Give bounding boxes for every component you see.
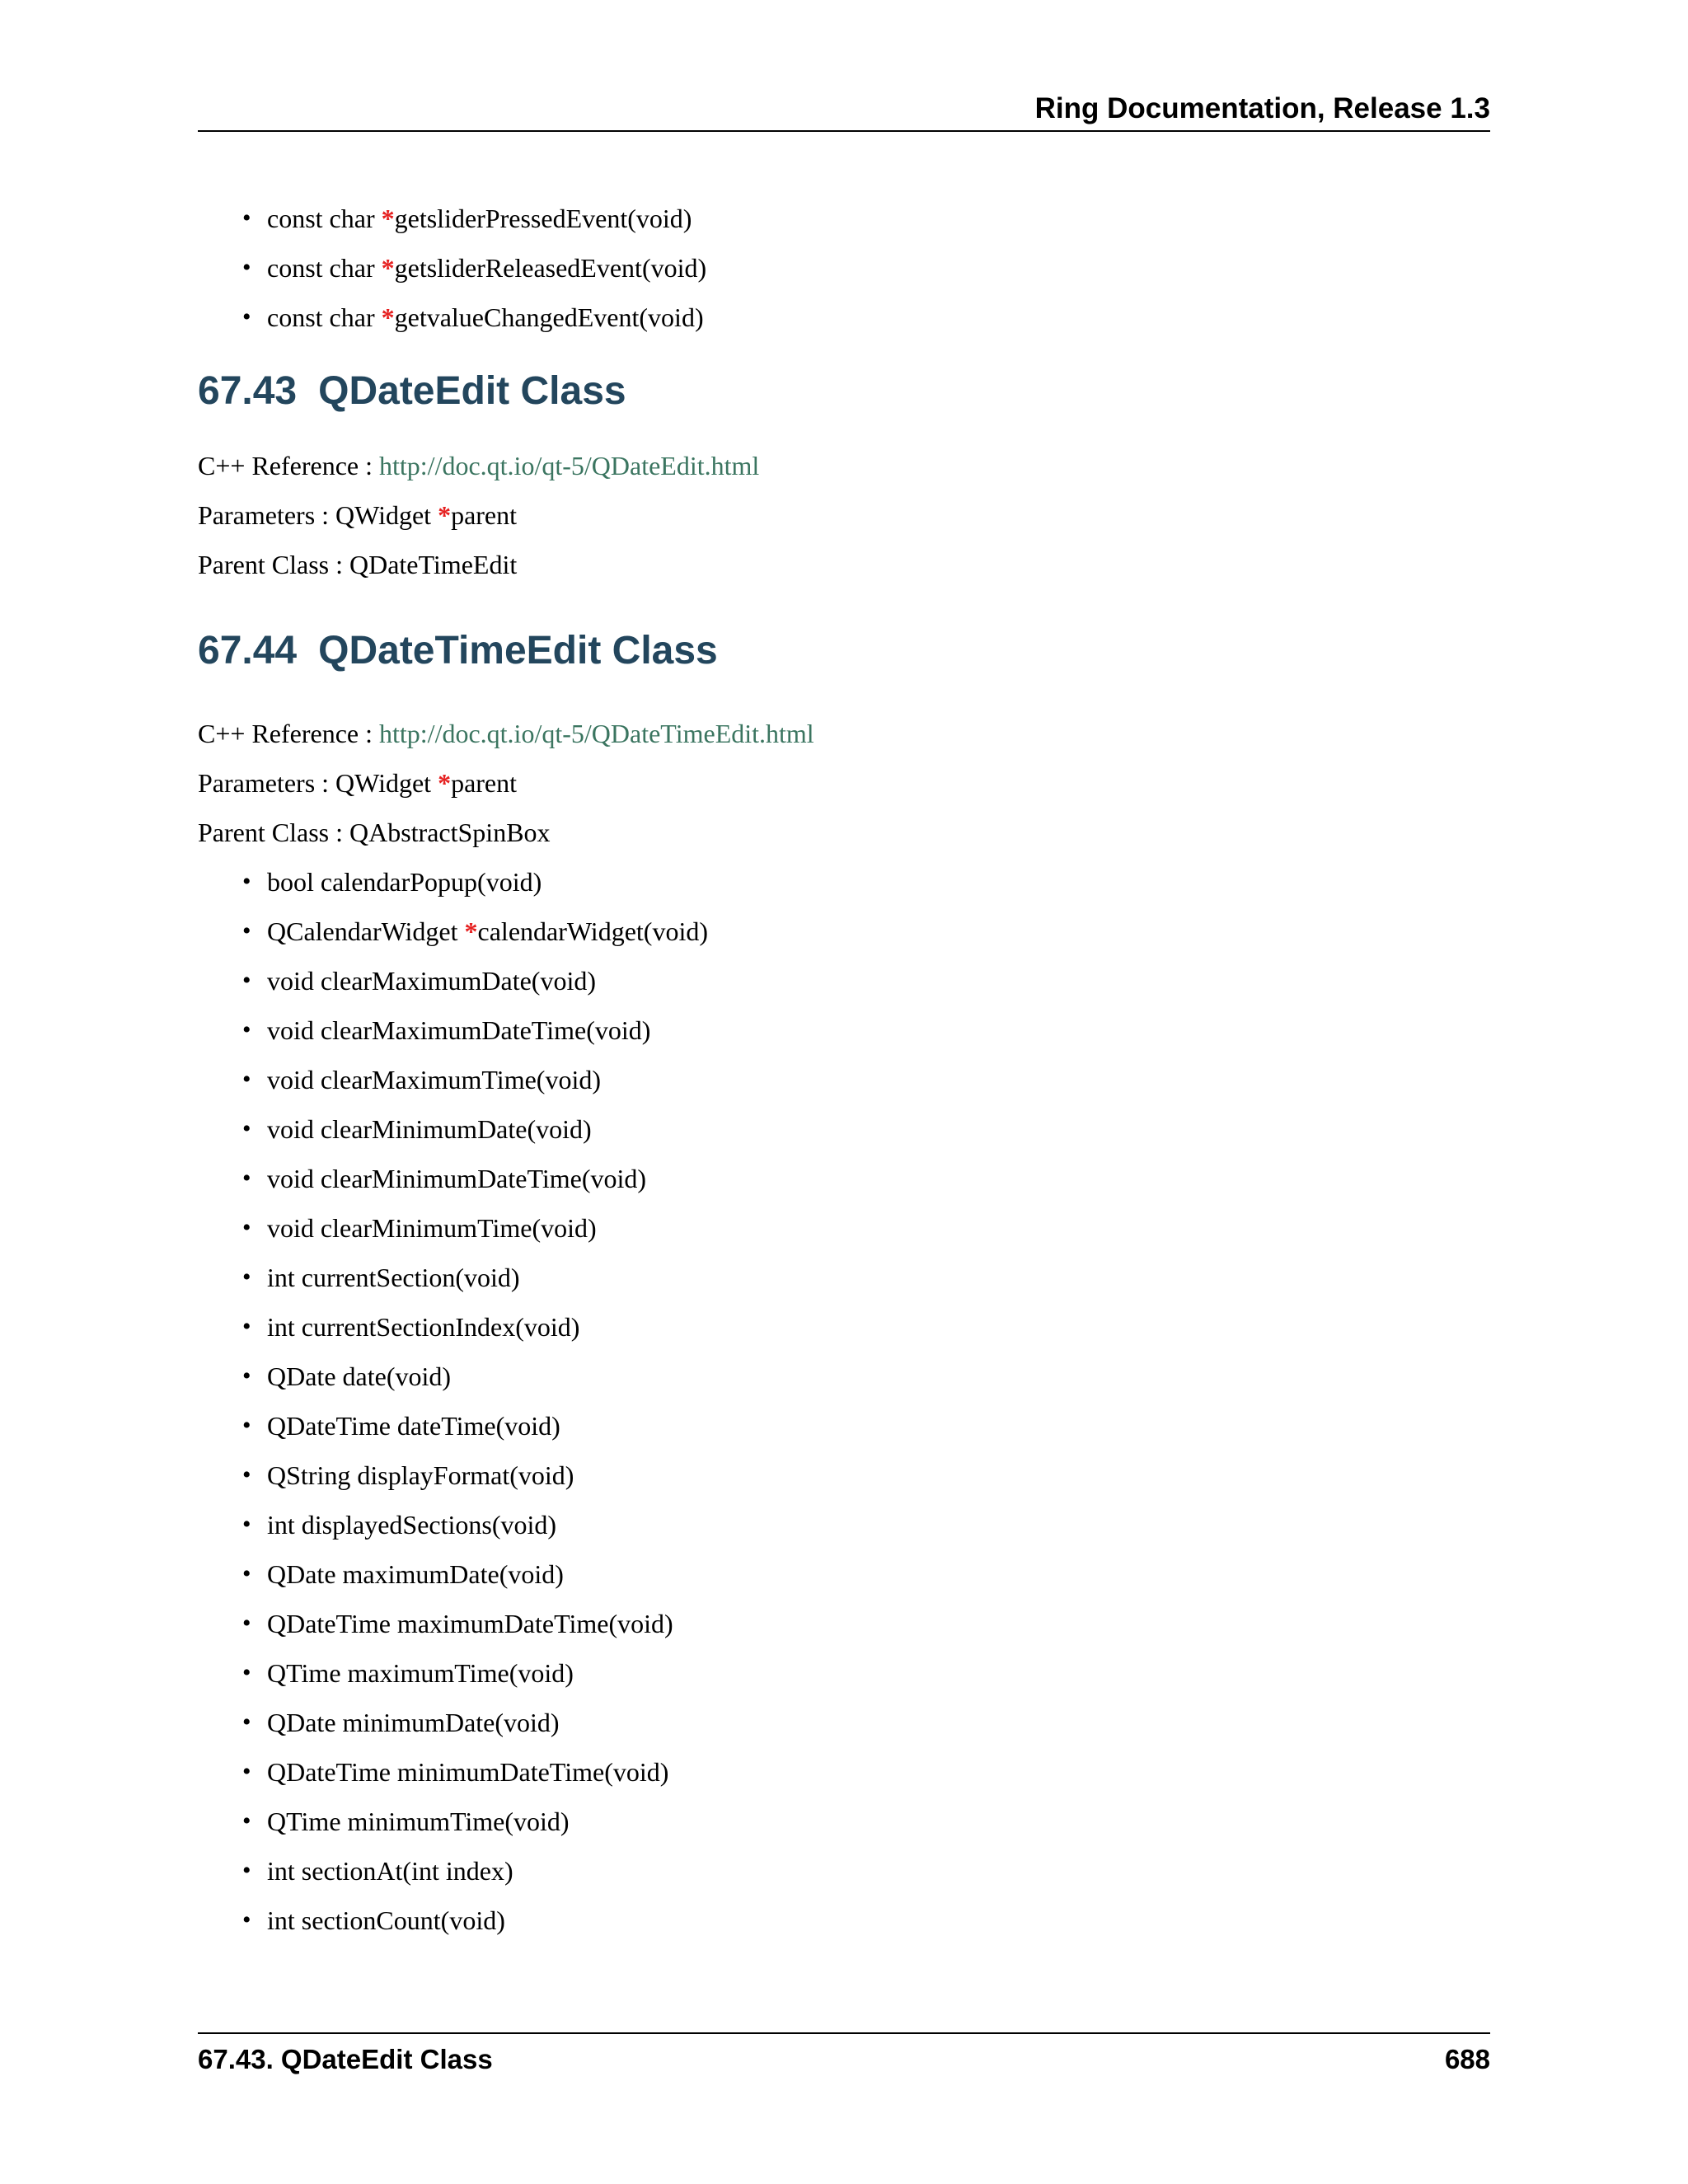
method-prefix: int sectionCount(void) [267,1905,505,1935]
method-prefix: QDate minimumDate(void) [267,1708,560,1737]
reference-label: C++ Reference : [198,451,379,480]
bullet-icon: • [242,1115,251,1142]
list-item [198,1500,1490,1549]
bullet-icon: • [242,303,251,330]
list-item [198,857,1490,907]
cpp-reference [198,441,1490,490]
bullet-icon: • [242,1857,251,1884]
list-item [198,1104,1490,1154]
page-footer [198,2032,1490,2083]
parameters-prefix: Parameters : QWidget [198,500,438,530]
method-prefix: void clearMaximumTime(void) [267,1065,601,1094]
section-number: 67.43 [198,369,298,413]
list-item [198,1154,1490,1203]
method-prefix: void clearMinimumDateTime(void) [267,1164,647,1193]
list-item [198,1797,1490,1846]
pointer-star: * [381,253,395,283]
parameters [198,490,1490,540]
method-list [198,857,1490,1945]
bullet-icon: • [242,204,251,232]
pointer-star: * [381,302,395,332]
method-prefix: int currentSectionIndex(void) [267,1312,580,1342]
method-prefix: QCalendarWidget [267,916,465,946]
bullet-icon: • [242,1066,251,1093]
list-item [198,1599,1490,1648]
bullet-icon: • [242,917,251,944]
pointer-star: * [464,916,478,946]
method-prefix: void clearMinimumTime(void) [267,1213,597,1243]
list-item [198,1747,1490,1797]
method-prefix: QDate date(void) [267,1361,452,1391]
bullet-icon: • [242,1214,251,1241]
bullet-icon: • [242,967,251,994]
parameters [198,758,1490,808]
page-content [198,194,1490,1945]
bullet-icon: • [242,1659,251,1686]
method-prefix: QDateTime minimumDateTime(void) [267,1757,669,1787]
bullet-icon: • [242,1511,251,1538]
parent-class: Parent Class : QDateTimeEdit [198,550,518,579]
parent-class: Parent Class : QAbstractSpinBox [198,818,551,847]
list-item [198,1846,1490,1896]
method-prefix: int currentSection(void) [267,1263,520,1292]
method-name: getsliderReleasedEvent(void) [394,253,707,283]
bullet-icon: • [242,1461,251,1488]
list-item [198,194,1490,243]
list-item [198,1549,1490,1599]
list-item [198,1698,1490,1747]
method-name: getsliderPressedEvent(void) [394,204,692,233]
method-prefix: int displayedSections(void) [267,1510,557,1540]
bullet-icon: • [242,1906,251,1933]
reference-link[interactable]: http://doc.qt.io/qt-5/QDateTimeEdit.html [379,719,814,748]
footer-section-title: 67.43. QDateEdit Class [198,2044,493,2074]
method-prefix: const char [267,204,382,233]
method-prefix: QDateTime dateTime(void) [267,1411,560,1441]
bullet-icon: • [242,1313,251,1340]
bullet-icon: • [242,1560,251,1587]
bullet-icon: • [242,1807,251,1835]
method-prefix: QDate maximumDate(void) [267,1559,564,1589]
page-header [198,91,1490,132]
bullet-icon: • [242,1758,251,1785]
bullet-icon: • [242,1412,251,1439]
list-item [198,1352,1490,1401]
cpp-reference [198,709,1490,758]
parameters-name: parent [451,500,518,530]
pointer-star: * [381,204,395,233]
pointer-star: * [438,500,452,530]
bullet-icon: • [242,1610,251,1637]
method-prefix: QDateTime maximumDateTime(void) [267,1609,673,1638]
section-heading [198,626,1490,676]
pointer-star: * [438,768,452,798]
section-number: 67.44 [198,629,298,673]
bullet-icon: • [242,1708,251,1736]
list-item [198,1302,1490,1352]
method-prefix: const char [267,302,382,332]
bullet-icon: • [242,868,251,895]
section-qdatetimeedit [198,626,1490,1945]
page-number: 688 [1444,2044,1490,2074]
section-qdateedit [198,367,1490,589]
list-item [198,1005,1490,1055]
list-item [198,1203,1490,1253]
bullet-icon: • [242,1362,251,1390]
list-item [198,956,1490,1005]
reference-link[interactable]: http://doc.qt.io/qt-5/QDateEdit.html [379,451,760,480]
method-prefix: bool calendarPopup(void) [267,867,542,897]
method-prefix: int sectionAt(int index) [267,1856,513,1886]
method-prefix: const char [267,253,382,283]
list-item [198,1253,1490,1302]
method-name: calendarWidget(void) [477,916,708,946]
method-prefix: void clearMaximumDateTime(void) [267,1015,651,1045]
bullet-icon: • [242,1263,251,1291]
list-item [198,1401,1490,1451]
top-method-list [198,194,1490,342]
bullet-icon: • [242,254,251,281]
list-item [198,1648,1490,1698]
method-prefix: QString displayFormat(void) [267,1460,574,1490]
bullet-icon: • [242,1165,251,1192]
method-prefix: QTime maximumTime(void) [267,1658,574,1688]
list-item [198,293,1490,342]
section-heading [198,367,1490,416]
bullet-icon: • [242,1016,251,1043]
method-prefix: QTime minimumTime(void) [267,1807,570,1836]
list-item [198,1896,1490,1945]
section-title: QDateTimeEdit Class [318,629,718,673]
reference-label: C++ Reference : [198,719,379,748]
document-title: Ring Documentation, Release 1.3 [1034,92,1490,124]
list-item [198,243,1490,293]
method-name: getvalueChangedEvent(void) [394,302,704,332]
list-item [198,907,1490,956]
section-title: QDateEdit Class [318,369,626,413]
method-prefix: void clearMaximumDate(void) [267,966,596,996]
list-item [198,1451,1490,1500]
list-item [198,1055,1490,1104]
parameters-prefix: Parameters : QWidget [198,768,438,798]
parameters-name: parent [451,768,518,798]
method-prefix: void clearMinimumDate(void) [267,1114,592,1144]
